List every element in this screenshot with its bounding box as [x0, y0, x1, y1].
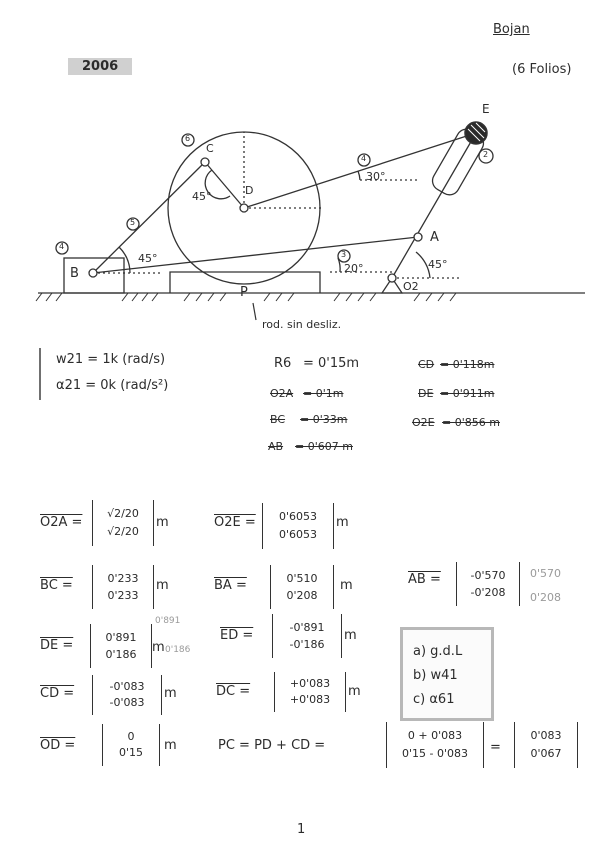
link-number-5: 5	[130, 218, 136, 227]
vec-BC-bottom: 0'233	[107, 588, 139, 602]
vec-BC-top: 0'233	[107, 571, 139, 585]
vec-BC-matrix	[92, 565, 154, 609]
vec-CD-unit: m	[164, 686, 177, 701]
label-C: C	[206, 142, 214, 155]
vec-CD-bottom: -0'083	[109, 696, 145, 710]
angle-30: 30°	[366, 170, 386, 183]
dim-O2E-rhs: = 0'856 m	[442, 416, 500, 429]
vec-ED-label: ED =	[220, 628, 254, 643]
vec-PC-result-bottom: 0'067	[530, 747, 562, 761]
author-name: Bojan	[493, 22, 530, 37]
vec-ED-top: -0'891	[289, 620, 325, 634]
dim-CD-rhs: = 0'118m	[440, 358, 495, 371]
vec-OD-top: 0	[127, 729, 135, 743]
vec-O2E-matrix	[262, 503, 334, 549]
vec-DE-matrix	[90, 624, 152, 668]
vec-O2E-bottom: 0'6053	[278, 528, 318, 542]
angle-45-B: 45°	[138, 252, 158, 265]
questions-box	[400, 627, 494, 721]
vec-OD-matrix	[102, 724, 160, 766]
vec-PC-result-matrix	[514, 722, 578, 768]
vec-DC-unit: m	[348, 684, 361, 699]
vec-O2A-matrix	[92, 500, 154, 546]
vec-AB-side-bottom: 0'208	[530, 591, 562, 604]
vec-OD-label: OD =	[40, 738, 76, 753]
vec-DC-matrix	[274, 672, 346, 712]
vec-BA-matrix	[270, 565, 334, 609]
link-number-6: 6	[185, 134, 191, 143]
vec-BC-label: BC =	[40, 578, 73, 593]
vec-BA-bottom: 0'208	[286, 588, 318, 602]
rolling-note: rod. sin desliz.	[262, 318, 342, 331]
vec-OD-bottom: 0'15	[118, 746, 144, 760]
vec-BA-unit: m	[340, 578, 353, 593]
vec-DE-unit: m	[152, 640, 165, 655]
label-E: E	[482, 102, 490, 116]
label-P: P	[240, 285, 248, 300]
dim-AB-lhs: AB	[268, 440, 284, 453]
vec-ED-matrix	[272, 614, 342, 658]
given-alpha: α21 = 0k (rad/s²)	[56, 378, 169, 393]
vec-O2A-bottom: √2/20	[107, 525, 139, 539]
vec-DC-label: DC =	[216, 684, 251, 699]
vec-DE-side-bottom: 0'186	[165, 645, 191, 655]
vec-O2A-unit: m	[156, 515, 169, 530]
vec-DE-top: 0'891	[105, 630, 137, 644]
vec-CD-label: CD =	[40, 686, 75, 701]
vec-DE-bottom: 0'186	[105, 647, 137, 661]
vec-BA-top: 0'510	[286, 571, 318, 585]
given-omega: w21 = 1k (rad/s)	[56, 352, 166, 367]
label-O2: O2	[403, 280, 419, 293]
dim-O2A-lhs: O2A	[270, 387, 294, 400]
dim-R6-rhs: = 0'15m	[303, 356, 360, 371]
vec-O2E-top: 0'6053	[278, 510, 318, 524]
vec-PC-result-top: 0'083	[530, 729, 562, 743]
question-a: a) g.d.L	[413, 644, 463, 659]
vec-O2A-top: √2/20	[107, 507, 139, 521]
vec-PC-label: PC = PD + CD =	[218, 738, 326, 753]
question-c: c) α61	[413, 692, 455, 707]
label-D: D	[245, 184, 254, 197]
dim-BC-rhs: = 0'33m	[300, 413, 348, 426]
vec-AB-top: -0'570	[470, 568, 506, 582]
vec-AB-side-top: 0'570	[530, 567, 562, 580]
year-badge: 2006	[68, 58, 132, 75]
vec-O2A-label: O2A =	[40, 515, 83, 530]
vec-AB-bottom: -0'208	[470, 585, 506, 599]
vec-BC-unit: m	[156, 578, 169, 593]
label-A: A	[430, 230, 439, 245]
vec-PC-bottom: 0'15 - 0'083	[402, 747, 468, 761]
page-count-note: (6 Folios)	[512, 62, 572, 77]
vec-BA-label: BA =	[214, 578, 247, 593]
label-B: B	[70, 266, 79, 281]
angle-20: 20°	[344, 262, 364, 275]
vec-ED-unit: m	[344, 628, 357, 643]
vec-CD-matrix	[92, 675, 162, 715]
vec-DC-top: +0'083	[289, 677, 331, 691]
vec-CD-top: -0'083	[109, 680, 145, 694]
vec-OD-unit: m	[164, 738, 177, 753]
vec-O2E-unit: m	[336, 515, 349, 530]
vec-PC-top: 0 + 0'083	[407, 729, 463, 743]
vec-ED-bottom: -0'186	[289, 637, 325, 651]
angle-45-C: 45°	[192, 190, 212, 203]
dim-CD-lhs: CD	[418, 358, 435, 371]
vec-PC-equals: =	[490, 740, 501, 755]
vec-AB-matrix	[456, 562, 520, 606]
vec-DE-side-top: 0'891	[155, 616, 181, 626]
dim-O2E-lhs: O2E	[412, 416, 435, 429]
vec-PC-matrix	[386, 722, 484, 768]
vec-DC-bottom: +0'083	[289, 693, 331, 707]
dim-O2A-rhs: = 0'1m	[303, 387, 344, 400]
page-number: 1	[297, 822, 306, 837]
link-number-2: 2	[483, 150, 489, 159]
dim-R6-lhs: R6	[274, 356, 292, 371]
dim-DE-lhs: DE	[418, 387, 434, 400]
vec-O2E-label: O2E =	[214, 515, 256, 530]
link-number-4: 4	[59, 242, 65, 251]
dim-AB-rhs: = 0'607 m	[295, 440, 353, 453]
link-number-3: 3	[341, 250, 347, 259]
vec-DE-label: DE =	[40, 638, 74, 653]
link-number-4b: 4	[361, 154, 367, 163]
vec-AB-label: AB =	[408, 572, 441, 587]
dim-DE-rhs: = 0'911m	[440, 387, 495, 400]
angle-45-O2: 45°	[428, 258, 448, 271]
dim-BC-lhs: BC	[270, 413, 286, 426]
question-b: b) w41	[413, 668, 458, 683]
